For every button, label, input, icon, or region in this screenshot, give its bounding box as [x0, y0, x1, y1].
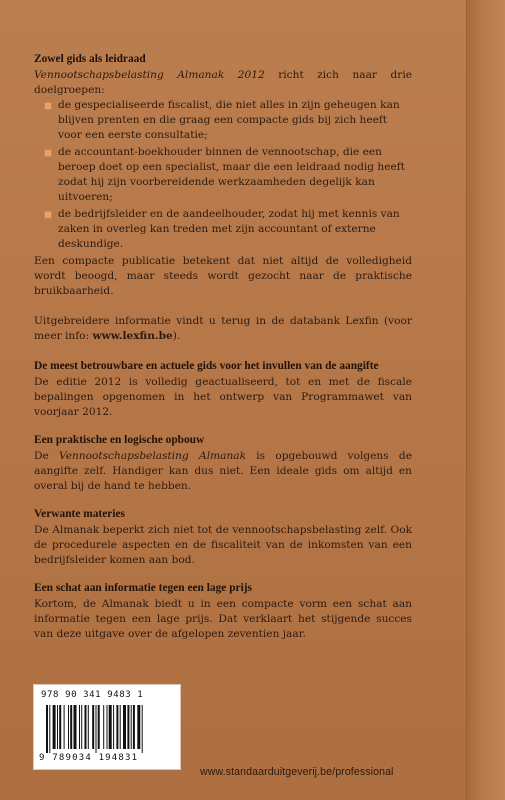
barcode-bar [96, 705, 97, 753]
barcode-bar [70, 705, 72, 749]
barcode-bar [88, 705, 89, 749]
section-body: Kortom, de Almanak biedt u in een compacte vorm een schat aan informatie tegen een lage prijs. Dat verklaart het stijgende succes van deze uitgave over de afgelopen zeventien jaar. [34, 598, 412, 640]
barcode-bar [64, 705, 65, 749]
section-heading: Zowel gids als leidraad [34, 53, 146, 65]
barcode-bar [46, 705, 48, 753]
barcode-bar [57, 705, 58, 749]
square-bullet-icon [44, 211, 52, 219]
list-item [44, 207, 412, 252]
section-heading: Verwante materies [34, 508, 125, 520]
list-item [44, 98, 412, 143]
info-text: Uitgebreidere informatie vindt u terug in de databank Lexfin (voor meer info: [34, 315, 412, 342]
barcode-panel [33, 684, 181, 770]
barcode-bar [49, 705, 50, 753]
barcode-bar [79, 705, 80, 749]
barcode-bar [137, 705, 140, 749]
square-bullet-icon [44, 102, 52, 110]
section-body: De editie 2012 is volledig geactualiseerd, tot en met de fiscale bepalingen opgenomen in het ontwerp van Programmawet van voorjaar 2012. [34, 376, 412, 418]
book-title: Vennootschapsbelasting Almanak [59, 450, 246, 462]
closing-paragraph: Een compacte publicatie betekent dat niet altijd de volledigheid wordt beoogd, maar steeds wordt gezocht naar de praktische bruikbaarheid. [34, 255, 412, 297]
book-title: Vennootschapsbelasting Almanak 2012 [34, 69, 265, 81]
barcode-bar [109, 705, 112, 749]
section-heading: De meest betrouwbare en actuele gids voor het invullen van de aangifte [34, 360, 379, 372]
barcode-bar [59, 705, 61, 749]
barcode-bar [120, 705, 121, 749]
square-bullet-icon [44, 149, 52, 157]
barcode-bar [123, 705, 126, 749]
barcode-bar [85, 705, 87, 749]
barcode-bar [107, 705, 108, 749]
section-body: De Almanak beperkt zich niet tot de vennootschapsbelasting zelf. Ook de procedurele aspecten en de fiscaliteit van de inkomsten van een bedrijfsleider komen aan bod. [34, 524, 412, 566]
info-paragraph [34, 314, 412, 344]
intro-paragraph [34, 68, 412, 98]
barcode-icon [46, 705, 170, 753]
barcode-bar [131, 705, 132, 749]
body-rest: is opgebouwd volgens de aangifte zelf. Handiger kan dus niet. Een ideale gids om altijd en overal bij de hand te hebben. [34, 450, 412, 492]
list-item [44, 145, 412, 205]
barcode-bar [74, 705, 77, 749]
barcode-bar [92, 705, 94, 749]
barcode-bar [68, 705, 69, 749]
section-body [34, 449, 412, 494]
barcode-bar [53, 705, 56, 749]
publisher-website[interactable]: www.standaarduitgeverij.be/professional [200, 766, 394, 778]
barcode-bar [103, 705, 104, 749]
list-item-text: de accountant-boekhouder binnen de vennootschap, die een beroep doet op een specialist, maar die een leidraad nodig heeft zodat hij zijn voorbereidende werkzaamheden degelijk kan uitvoeren; [58, 146, 405, 203]
barcode-bar [133, 705, 135, 749]
barcode-bar [127, 705, 129, 749]
list-item-text: de bedrijfsleider en de aandeelhouder, zodat hij met kennis van zaken in overleg kan treden met zijn accountant of externe deskundige. [58, 208, 400, 250]
info-end: ). [172, 330, 181, 342]
cover-text [34, 52, 412, 642]
section-heading: Een schat aan informatie tegen een lage prijs [34, 582, 252, 594]
barcode-bar [116, 705, 118, 749]
barcode-bar [81, 705, 82, 749]
section-heading: Een praktische en logische opbouw [34, 434, 205, 446]
barcode-bar [142, 705, 143, 753]
barcode-bar [98, 705, 100, 749]
book-spine [466, 0, 505, 800]
isbn-number: 978 90 341 9483 1 [41, 690, 144, 700]
barcode-bar [113, 705, 114, 749]
lexfin-link[interactable]: www.lexfin.be [92, 330, 173, 342]
list-item-text: de gespecialiseerde fiscalist, die niet alles in zijn geheugen kan blijven prenten en die graag een compacte gids bij zich heeft voor een eerste consultatie; [58, 99, 400, 141]
intro-text: richt zich naar drie doelgroepen: [34, 69, 412, 96]
barcode-digits: 9 789034 194831 [39, 753, 139, 763]
body-pre: De [34, 450, 60, 462]
audience-list [34, 98, 412, 252]
